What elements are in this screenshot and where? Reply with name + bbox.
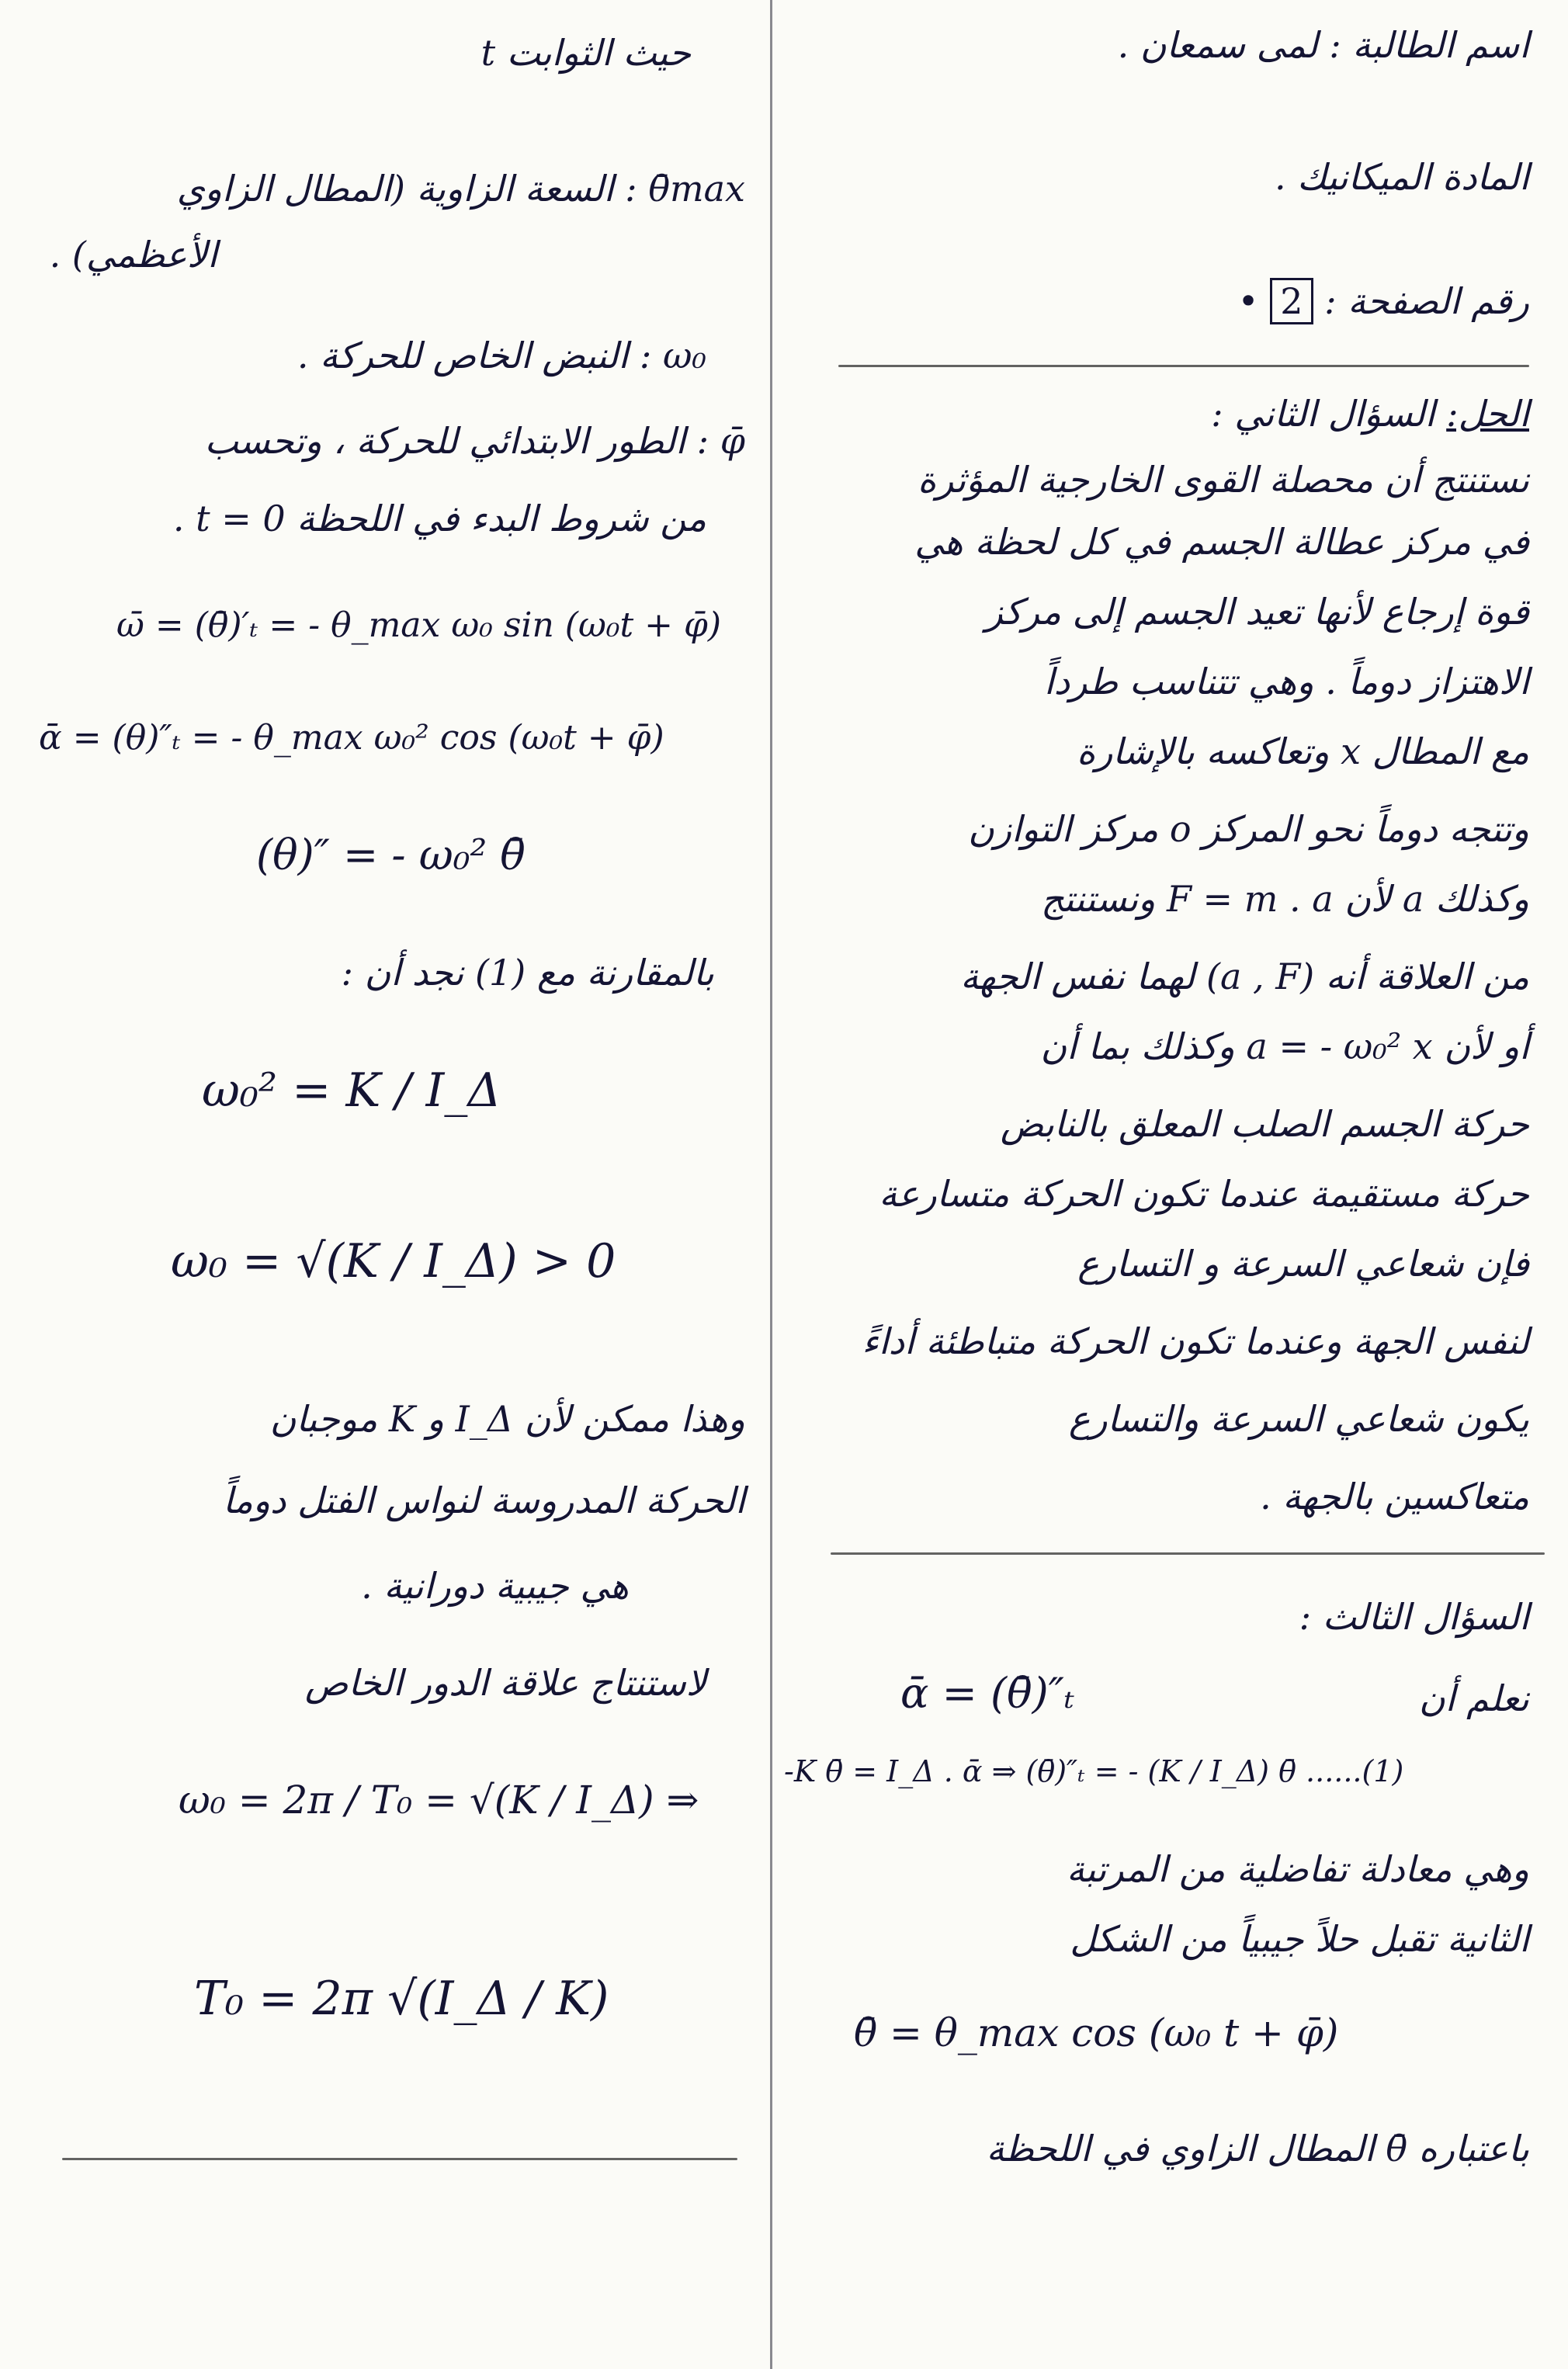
eq-period-relation: ω₀ = 2π / T₀ = √(K / I_Δ) ⇒ [179,1778,699,1823]
q3-eq-diff: -K θ̄ = I_Δ . ᾱ ⇒ (θ̄)″ₜ = - (K / I_Δ) θ̄ ......(1) [784,1754,1404,1788]
period-intro: لاستنتاج علاقة الدور الخاص [304,1662,706,1704]
student-name: اسم الطالبة : لمى سمعان . [1117,24,1529,66]
eq-omega-zero: ω₀ = √(K / I_Δ) > 0 [171,1234,616,1289]
omega-line: ω₀ : النبض الخاص للحركة . [297,335,706,376]
header-rule [838,365,1529,367]
q3-eq-alpha: ᾱ = (θ̄)″ₜ [900,1669,1075,1718]
text-line: وهذا ممكن لأن I_Δ و K موجبان [269,1398,745,1440]
q2-title: السؤال الثاني : [1211,393,1435,435]
q2-line: من العلاقة أنه (a , F) لهما نفس الجهة [960,956,1529,997]
q2-line: حركة الجسم الصلب المعلق بالنابض [1000,1103,1529,1145]
phase-line: φ̄ : الطور الابتدائي للحركة ، وتحسب [204,420,745,462]
q3-eq-solution: θ̄ = θ_max cos (ω₀ t + φ̄) [854,2010,1339,2055]
q3-know: نعلم أن [1418,1677,1529,1719]
q2-line: متعاكسين بالجهة . [1260,1476,1529,1517]
right-column [784,0,1552,2369]
eq-omega-squared: ω₀² = K / I_Δ [202,1063,501,1118]
constants-line: حيث الثوابت t [480,32,691,74]
page-label: رقم الصفحة : [1324,280,1529,322]
theta-max-line: θ̄max : السعة الزاوية (المطال الزاوي [176,168,745,210]
q2-heading [1211,392,1529,435]
q2-line: في مركز عطالة الجسم في كل لحظة هي [914,521,1529,563]
left-bottom-rule [62,2158,737,2160]
eq-angular-acceleration: ᾱ = (θ)″ₜ = - θ_max ω₀² cos (ω₀t + φ̄) [39,718,664,758]
q2-line: يكون شعاعي السرعة والتسارع [1068,1398,1529,1440]
q3-line: وهي معادلة تفاضلية من المرتبة [1066,1848,1529,1890]
page-number-line [1237,279,1529,323]
left-column [16,0,761,2369]
eq-angular-velocity: ω̄ = (θ̄)′ₜ = - θ_max ω₀ sin (ω₀t + φ̄) [116,605,721,645]
q2-line: حركة مستقيمة عندما تكون الحركة متسارعة [879,1173,1529,1215]
q2-line: وتتجه دوماً نحو المركز o مركز التوازن [968,808,1529,850]
q2-line: قوة إرجاع لأنها تعيد الجسم إلى مركز [985,591,1529,633]
q3-last-line: باعتباره θ̄ المطال الزاوي في اللحظة [986,2128,1529,2170]
text-line: هي جيبية دورانية . [361,1565,629,1607]
theta-max-cont: الأعظمي) . [49,234,217,276]
q2-line: وكذلك a لأن F = m . a ونستنتج [1040,878,1529,920]
column-divider [770,0,772,2369]
subject-line: المادة الميكانيك . [1275,156,1529,198]
q3-line: الثانية تقبل حلاً جيبياً من الشكل [1070,1918,1529,1960]
page-number: 2 [1270,278,1313,324]
eq-simple: (θ)″ = - ω₀² θ̄ [256,831,526,879]
eq-period: T₀ = 2π √(I_Δ / K) [194,1972,609,2026]
q2-line: نستنتج أن محصلة القوى الخارجية المؤثرة [918,459,1529,501]
phase-cont: من شروط البدء في اللحظة t = 0 . [172,498,706,539]
compare-line: بالمقارنة مع (1) نجد أن : [341,952,714,994]
text-line: الحركة المدروسة لنواس الفتل دوماً [223,1479,745,1521]
bullet-dot: • [1237,280,1259,322]
q3-title: السؤال الثالث : [1299,1596,1529,1638]
q2-rule [831,1552,1545,1555]
q2-line: لنفس الجهة وعندما تكون الحركة متباطئة أداءً [862,1320,1529,1362]
q2-line: فإن شعاعي السرعة و التسارع [1077,1243,1529,1285]
q2-line: الاهتزاز دوماً . وهي تتناسب طرداً [1044,661,1529,702]
solution-label: الحل: [1446,393,1529,435]
q2-line: أو لأن a = - ω₀² x وكذلك بما أن [1040,1025,1529,1067]
q2-line: مع المطال x وتعاكسه بالإشارة [1077,730,1529,772]
